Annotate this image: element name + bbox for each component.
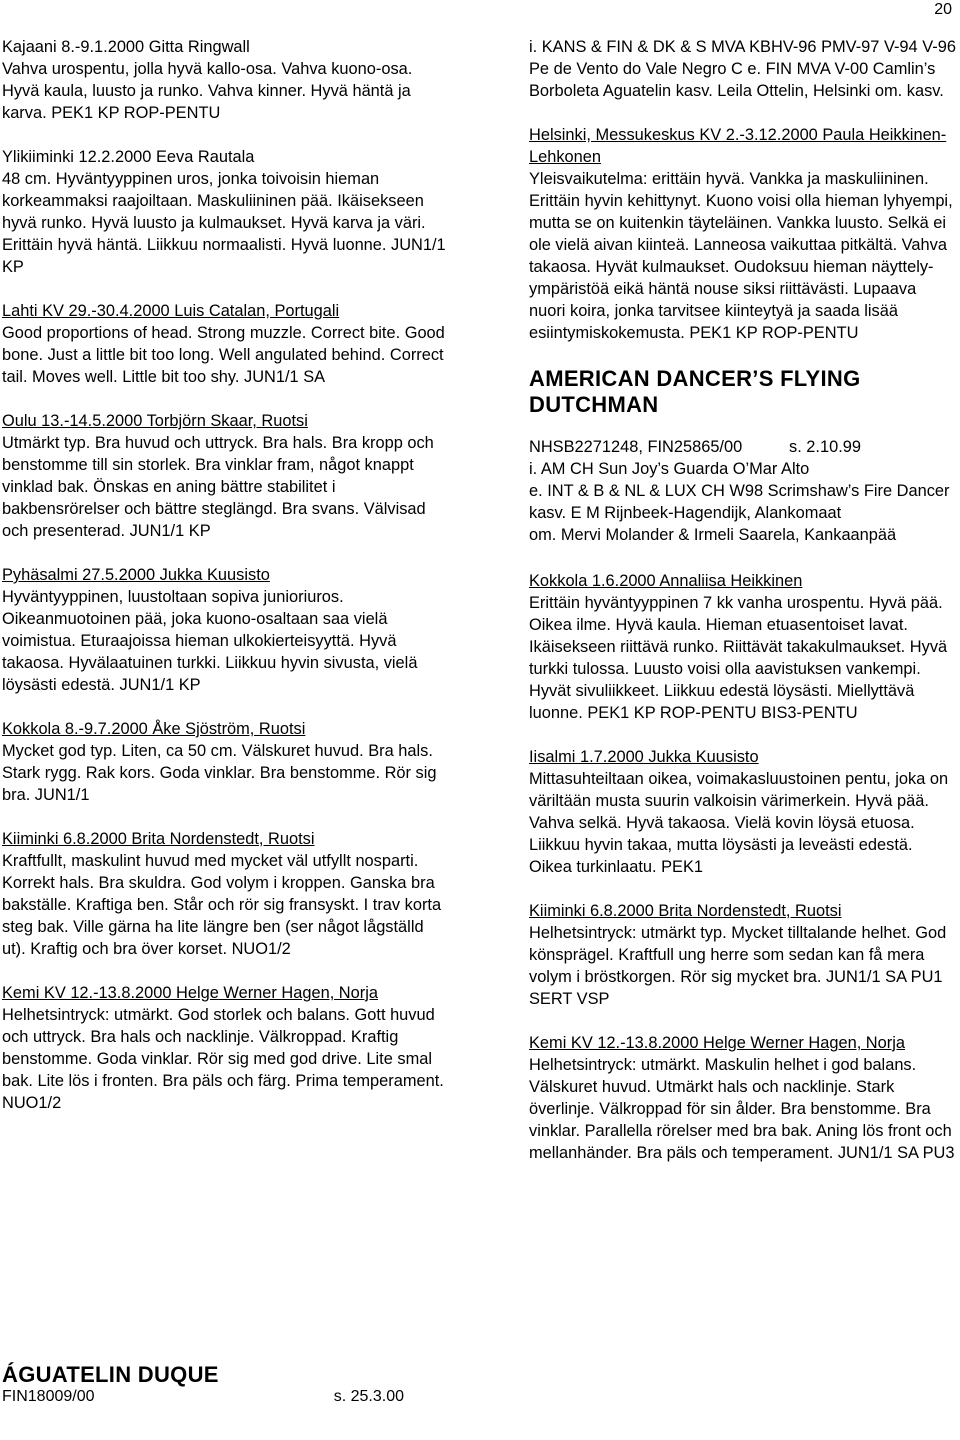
critique-entry xyxy=(529,746,957,878)
critique-text: Mycket god typ. Liten, ca 50 cm. Välskuret huvud. Bra hals. Stark rygg. Rak kors. Goda vinklar. Bra benstomme. Rör sig bra. JUN1/1 xyxy=(2,742,437,804)
critique-entry xyxy=(2,300,450,388)
show-heading: Lahti KV 29.-30.4.2000 Luis Catalan, Portugali xyxy=(2,302,340,320)
dog-birth-date: s. 2.10.99 xyxy=(789,438,861,456)
dog-reg-number: NHSB2271248, FIN25865/00 xyxy=(529,438,743,456)
show-heading: Kokkola 8.-9.7.2000 Åke Sjöström, Ruotsi xyxy=(2,720,306,738)
right-column xyxy=(529,36,957,1186)
pedigree-text: i. KANS & FIN & DK & S MVA KBHV-96 PMV-97 V-94 V-96 Pe de Vento do Vale Negro C e. FIN MVA V-00 Camlin’s Borboleta Aguatelin kasv. Leila Ottelin, Helsinki om. kasv. xyxy=(529,38,956,100)
dog-name: AMERICAN DANCER’S FLYING DUTCHMAN xyxy=(529,366,861,417)
dog-reg-number: FIN18009/00 xyxy=(2,1388,95,1405)
left-column xyxy=(2,36,450,1136)
critique-entry xyxy=(2,146,450,278)
critique-entry xyxy=(2,718,450,806)
critique-text: Helhetsintryck: utmärkt. God storlek och balans. Gott huvud och uttryck. Bra hals och nacklinje. Välkroppad. Kraftig benstomme. Goda vinklar. Rör sig med god drive. Lite smal bak. Lite lös i fronten. Bra päls och färg. Prima temperament. NUO1/2 xyxy=(2,1006,444,1112)
critique-text: Vahva urospentu, jolla hyvä kallo-osa. Vahva kuono-osa. Hyvä kaula, luusto ja runko. Vahva kinner. Hyvä häntä ja karva. PEK1 KP ROP-PENTU xyxy=(2,60,413,122)
critique-entry xyxy=(2,564,450,696)
pedigree-info xyxy=(529,36,957,102)
critique-entry xyxy=(529,124,957,344)
critique-text: Yleisvaikutelma: erittäin hyvä. Vankka ja maskuliininen. Erittäin hyvin kehittynyt. Kuono voisi olla hieman lyhyempi, mutta se on kuitenkin täyteläinen. Vankka luusto. Selkä ei ole vielä aivan kiinteä. Lanneosa vaikuttaa pitkältä. Vahva takaosa. Hyvät kulmaukset. Oudoksuu hieman näyttely-ympäristöä eikä häntä nouse siksi riittävästi. Lupaava nuori koira, jonka tarvitsee kiinteytyä ja saada lisää esiintymiskokemusta. PEK1 KP ROP-PENTU xyxy=(529,170,953,342)
show-heading: Ylikiiminki 12.2.2000 Eeva Rautala xyxy=(2,148,255,166)
show-heading: Kokkola 1.6.2000 Annaliisa Heikkinen xyxy=(529,572,803,590)
left-dog-block xyxy=(2,1362,450,1406)
right-entries-a xyxy=(529,124,957,344)
critique-entry xyxy=(529,570,957,724)
page-number: 20 xyxy=(934,1,952,18)
critique-text: Hyväntyyppinen, luustoltaan sopiva junioriuros. Oikeanmuotoinen pää, joka kuono-osaltaan saa vielä voimistua. Eturaajoissa hieman ulkokierteisyyttä. Hyvä takaosa. Hyvälaatuinen turkki. Liikkuu hyvin sivusta, vielä löysästi edestä. JUN1/1 KP xyxy=(2,588,418,694)
dog-owner: om. Mervi Molander & Irmeli Saarela, Kankaanpää xyxy=(529,526,897,544)
show-heading: Pyhäsalmi 27.5.2000 Jukka Kuusisto xyxy=(2,566,270,584)
dog-reg-line xyxy=(2,1388,450,1406)
critique-text: 48 cm. Hyväntyyppinen uros, jonka toivoisin hieman korkeammaksi raajoiltaan. Maskuliininen pää. Ikäisekseen hyvä runko. Hyvä luusto ja kulmaukset. Hyvä karva ja väri. Erittäin hyvä häntä. Liikkuu normaalisti. Hyvä luonne. JUN1/1 KP xyxy=(2,170,446,276)
critique-entry xyxy=(529,1032,957,1164)
dog-name: ÁGUATELIN DUQUE xyxy=(2,1362,219,1387)
critique-text: Erittäin hyväntyyppinen 7 kk vanha urospentu. Hyvä pää. Oikea ilme. Hyvä kaula. Hieman etuasentoiset lavat. Ikäisekseen riittävä runko. Riittävät takakulmaukset. Hyvä turkki tulossa. Luusto voisi olla aavistuksen vankempi. Hyvät sivuliikkeet. Liikkuu edestä löysästi. Miellyttävä luonne. PEK1 KP ROP-PENTU BIS3-PENTU xyxy=(529,594,948,722)
critique-entry xyxy=(2,410,450,542)
critique-entry xyxy=(2,828,450,960)
critique-text: Kraftfullt, maskulint huvud med mycket väl utfyllt nosparti. Korrekt hals. Bra skuldra. God volym i kroppen. Ganska bra bakställe. Kraftiga ben. Står och rör sig fransyskt. I trav korta steg bak. Ville gärna ha lite längre ben (ser något lågställd ut). Kraftig och bra över korset. NUO1/2 xyxy=(2,852,442,958)
show-heading: Kemi KV 12.-13.8.2000 Helge Werner Hagen, Norja xyxy=(529,1034,905,1052)
dog-breeder: kasv. E M Rijnbeek-Hagendijk, Alankomaat xyxy=(529,504,842,522)
critique-text: Utmärkt typ. Bra huvud och uttryck. Bra hals. Bra kropp och benstomme till sin storlek. Bra vinklar fram, något knappt vinklad bak. Önskas en aning bättre stabilitet i bakbensrörelser och bättre steglängd. Bra svans. Välvisad och presenterad. JUN1/1 KP xyxy=(2,434,434,540)
critique-entry xyxy=(2,982,450,1114)
critique-text: Mittasuhteiltaan oikea, voimakasluustoinen pentu, joka on väriltään musta suurin valkoisin värimerkein. Hyvä pää. Vahva selkä. Hyvä takaosa. Vielä kovin löysä etuosa. Liikkuu hyvin takaa, mutta löysästi ja leveästi edestä. Oikea turkinlaatu. PEK1 xyxy=(529,770,949,876)
dog-birth-date: s. 25.3.00 xyxy=(333,1388,404,1405)
left-entries xyxy=(2,36,450,1114)
show-heading: Helsinki, Messukeskus KV 2.-3.12.2000 Paula Heikkinen-Lehkonen xyxy=(529,126,947,166)
right-entries-b xyxy=(529,570,957,1164)
show-heading: Kajaani 8.-9.1.2000 Gitta Ringwall xyxy=(2,38,250,56)
right-dog-block xyxy=(529,366,957,546)
show-heading: Kiiminki 6.8.2000 Brita Nordenstedt, Ruotsi xyxy=(2,830,315,848)
show-heading: Iisalmi 1.7.2000 Jukka Kuusisto xyxy=(529,748,759,766)
dog-sire: i. AM CH Sun Joy’s Guarda O’Mar Alto xyxy=(529,460,810,478)
critique-text: Helhetsintryck: utmärkt. Maskulin helhet i god balans. Välskuret huvud. Utmärkt hals och nacklinje. Stark överlinje. Välkroppad för sin ålder. Bra benstomme. Bra vinklar. Parallella rörelser med bra bak. Aning lös front och mellanhänder. Bra päls och temperament. JUN1/1 SA PU3 xyxy=(529,1056,955,1162)
critique-text: Good proportions of head. Strong muzzle. Correct bite. Good bone. Just a little bit too long. Well angulated behind. Correct tail. Moves well. Little bit too shy. JUN1/1 SA xyxy=(2,324,445,386)
dog-reg-line xyxy=(529,436,957,458)
show-heading: Kiiminki 6.8.2000 Brita Nordenstedt, Ruotsi xyxy=(529,902,842,920)
critique-entry xyxy=(529,900,957,1010)
show-heading: Oulu 13.-14.5.2000 Torbjörn Skaar, Ruotsi xyxy=(2,412,308,430)
show-heading: Kemi KV 12.-13.8.2000 Helge Werner Hagen, Norja xyxy=(2,984,378,1002)
dog-dam: e. INT & B & NL & LUX CH W98 Scrimshaw’s Fire Dancer xyxy=(529,482,950,500)
critique-entry xyxy=(2,36,450,124)
critique-text: Helhetsintryck: utmärkt typ. Mycket tilltalande helhet. God könsprägel. Kraftfull ung herre som sedan kan få mera volym i bröstkorgen. Rör sig mycket bra. JUN1/1 SA PU1 SERT VSP xyxy=(529,924,947,1008)
